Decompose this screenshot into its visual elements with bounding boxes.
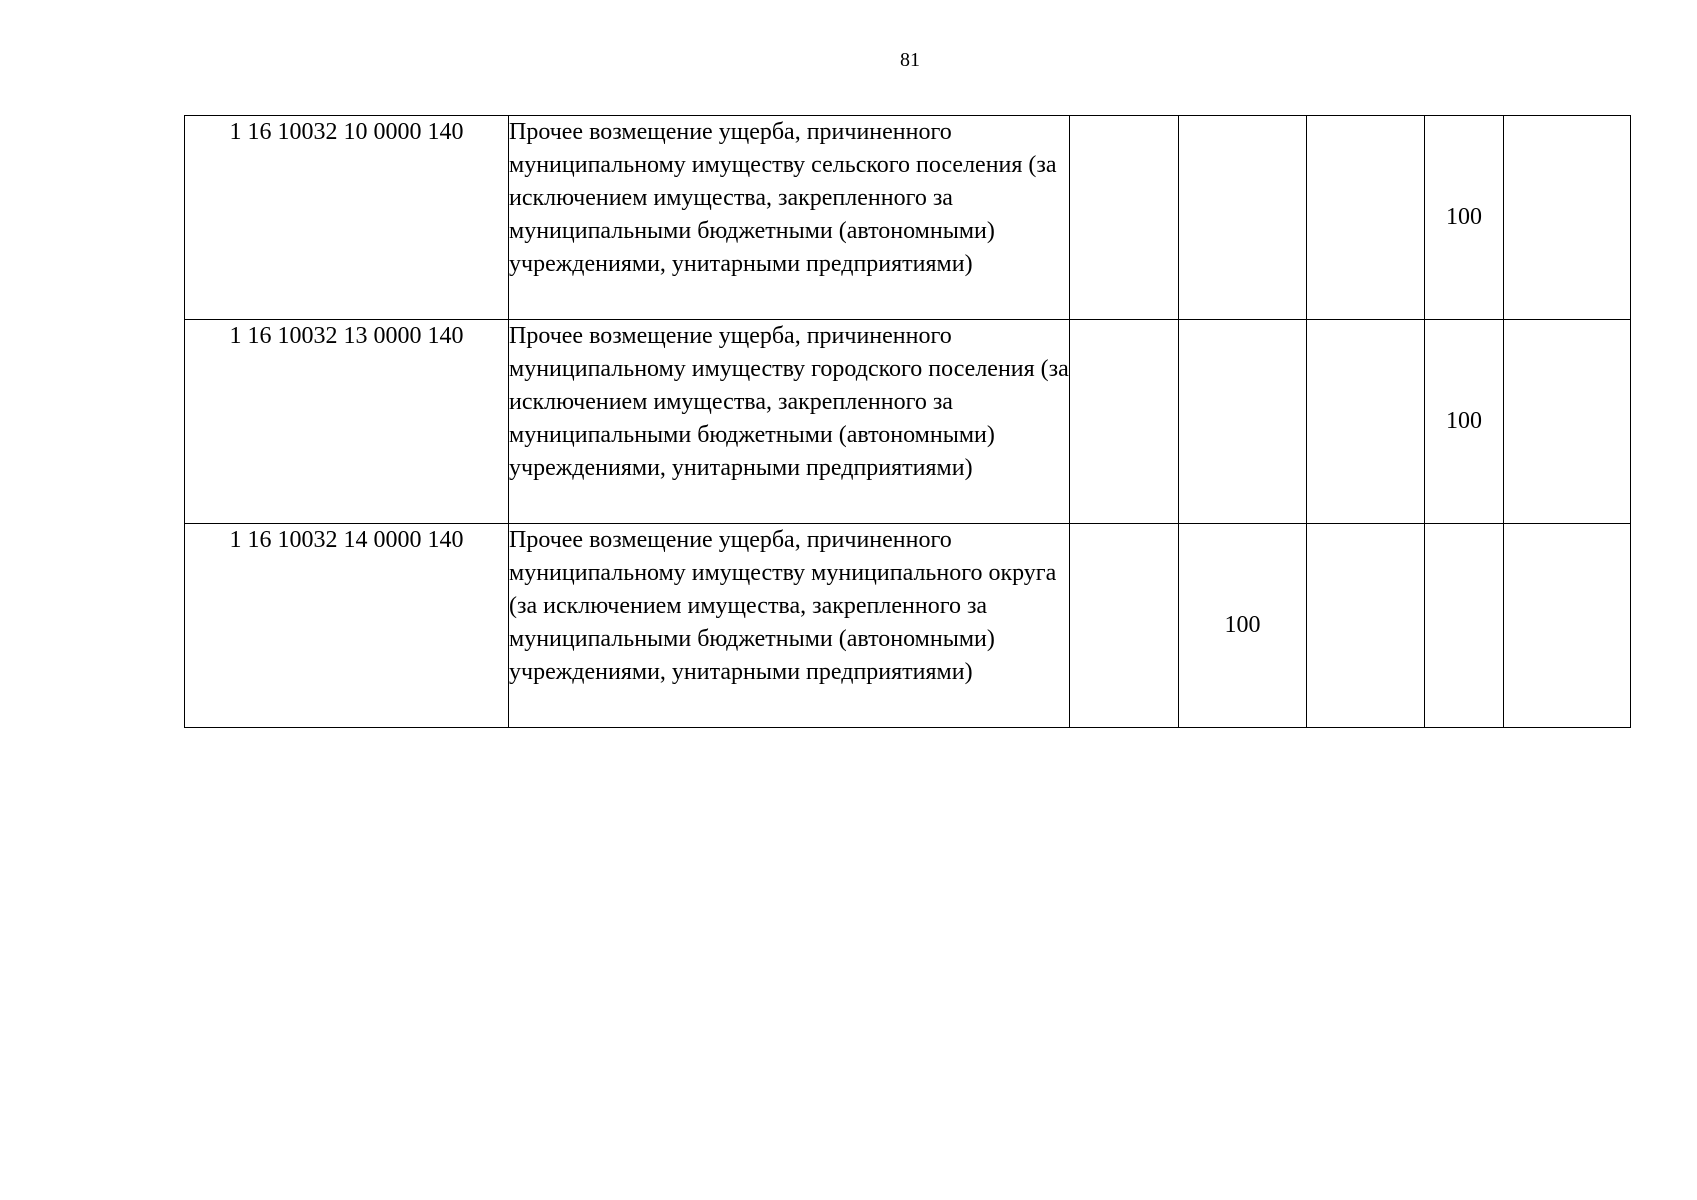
budget-code-table [184,115,1631,728]
description-cell: Прочее возмещение ущерба, причиненного муниципальному имуществу городского поселения (за исключением имущества, закрепленного за муниципальными бюджетными (автономными) учреждениями, унитарными предприятиями) [509,320,1070,524]
value-cell [1307,524,1425,728]
value-cell: 100 [1425,320,1504,524]
value-cell [1504,320,1631,524]
value-cell [1070,320,1179,524]
value-cell [1504,116,1631,320]
value-cell [1179,116,1307,320]
page-number: 81 [900,49,920,71]
budget-code-cell: 1 16 10032 14 0000 140 [185,524,509,728]
value-cell [1425,524,1504,728]
description-cell: Прочее возмещение ущерба, причиненного муниципальному имуществу муниципального округа (за исключением имущества, закрепленного за муниципальными бюджетными (автономными) учреждениями, унитарными предприятиями) [509,524,1070,728]
value-cell: 100 [1179,524,1307,728]
table-row [185,116,1631,320]
table-row [185,524,1631,728]
value-cell [1070,116,1179,320]
table-row [185,320,1631,524]
budget-code-cell: 1 16 10032 13 0000 140 [185,320,509,524]
value-cell [1307,320,1425,524]
value-cell [1070,524,1179,728]
description-cell: Прочее возмещение ущерба, причиненного муниципальному имуществу сельского поселения (за исключением имущества, закрепленного за муниципальными бюджетными (автономными) учреждениями, унитарными предприятиями) [509,116,1070,320]
value-cell [1307,116,1425,320]
value-cell: 100 [1425,116,1504,320]
value-cell [1179,320,1307,524]
budget-code-cell: 1 16 10032 10 0000 140 [185,116,509,320]
value-cell [1504,524,1631,728]
